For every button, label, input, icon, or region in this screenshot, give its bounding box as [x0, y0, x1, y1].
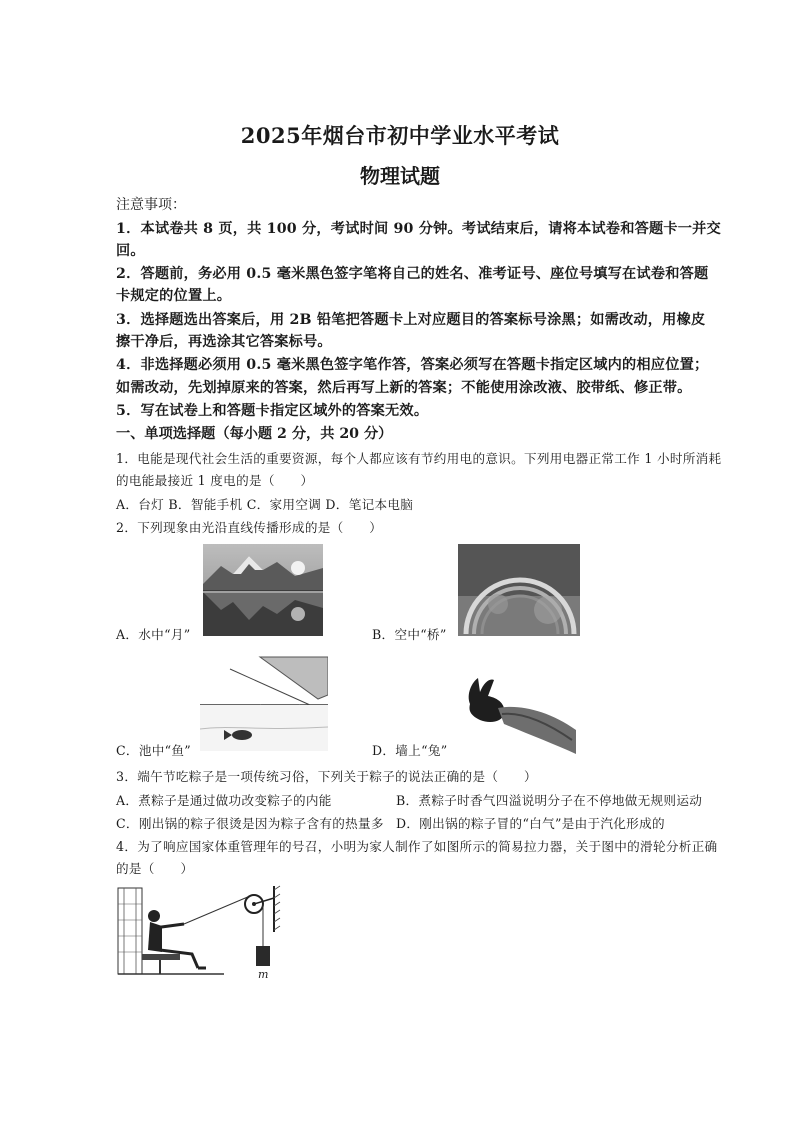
notice-line: 3．选择题选出答案后，用 2B 铅笔把答题卡上对应题目的答案标号涂黑；如需改动，用橡皮 — [116, 312, 706, 328]
rainbow-image — [458, 544, 580, 636]
q1-options: A．台灯 B．智能手机 C．家用空调 D．笔记本电脑 — [116, 497, 414, 512]
notice-line: 4．非选择题必须用 0.5 毫米黑色签字笔作答，答案必须写在答题卡指定区域内的相应位置； — [116, 357, 709, 373]
mass-label: m — [258, 968, 269, 981]
notice-line: 卡规定的位置上。 — [116, 288, 232, 304]
q4-line2: 的是（ ） — [116, 861, 194, 876]
notice-line: 如需改动，先划掉原来的答案，然后再写上新的答案；不能使用涂改液、胶带纸、修正带。 — [116, 380, 692, 396]
q3-option-b: B．煮粽子时香气四溢说明分子在不停地做无规则运动 — [396, 793, 703, 808]
q3-option-c: C．刚出锅的粽子很烫是因为粽子含有的热量多 — [116, 816, 384, 831]
hand-shadow-rabbit-image — [458, 664, 578, 756]
q3-option-d: D．刚出锅的粽子冒的“白气”是由于汽化形成的 — [396, 816, 665, 831]
q3-stem: 3．端午节吃粽子是一项传统习俗，下列关于粽子的说法正确的是（ ） — [116, 769, 537, 784]
notice-line: 1．本试卷共 8 页，共 100 分，考试时间 90 分钟。考试结束后，请将本试卷和答题卡一并交 — [116, 221, 721, 237]
q2-option-a: A．水中“月” — [116, 627, 191, 642]
fish-pond-image — [200, 655, 328, 751]
q2-option-b: B．空中“桥” — [372, 627, 447, 642]
q1-line1: 1．电能是现代社会生活的重要资源，每个人都应该有节约用电的意识。下列用电器正常工作 1 小时所消耗 — [116, 451, 722, 466]
exam-subtitle: 物理试题 — [360, 164, 440, 188]
pulley-exerciser-diagram — [114, 884, 284, 982]
notice-heading: 注意事项： — [116, 197, 186, 213]
q1-line2: 的电能最接近 1 度电的是（ ） — [116, 473, 314, 488]
q4-line1: 4．为了响应国家体重管理年的号召，小明为家人制作了如图所示的简易拉力器，关于图中的滑轮分析正确 — [116, 839, 718, 854]
q2-stem: 2．下列现象由光沿直线传播形成的是（ ） — [116, 520, 383, 535]
q2-option-c: C．池中“鱼” — [116, 743, 191, 758]
section-heading: 一、单项选择题（每小题 2 分，共 20 分） — [116, 426, 393, 442]
notice-line: 回。 — [116, 243, 145, 259]
notice-line: 5．写在试卷上和答题卡指定区域外的答案无效。 — [116, 403, 429, 419]
notice-line: 擦干净后，再选涂其它答案标号。 — [116, 334, 332, 350]
moon-reflection-image — [203, 544, 323, 636]
q2-option-d: D．墙上“兔” — [372, 743, 448, 758]
exam-title: 2025年烟台市初中学业水平考试 — [240, 123, 560, 148]
notice-line: 2．答题前，务必用 0.5 毫米黑色签字笔将自己的姓名、准考证号、座位号填写在试卷和答题 — [116, 266, 709, 282]
q3-option-a: A．煮粽子是通过做功改变粽子的内能 — [116, 793, 332, 808]
